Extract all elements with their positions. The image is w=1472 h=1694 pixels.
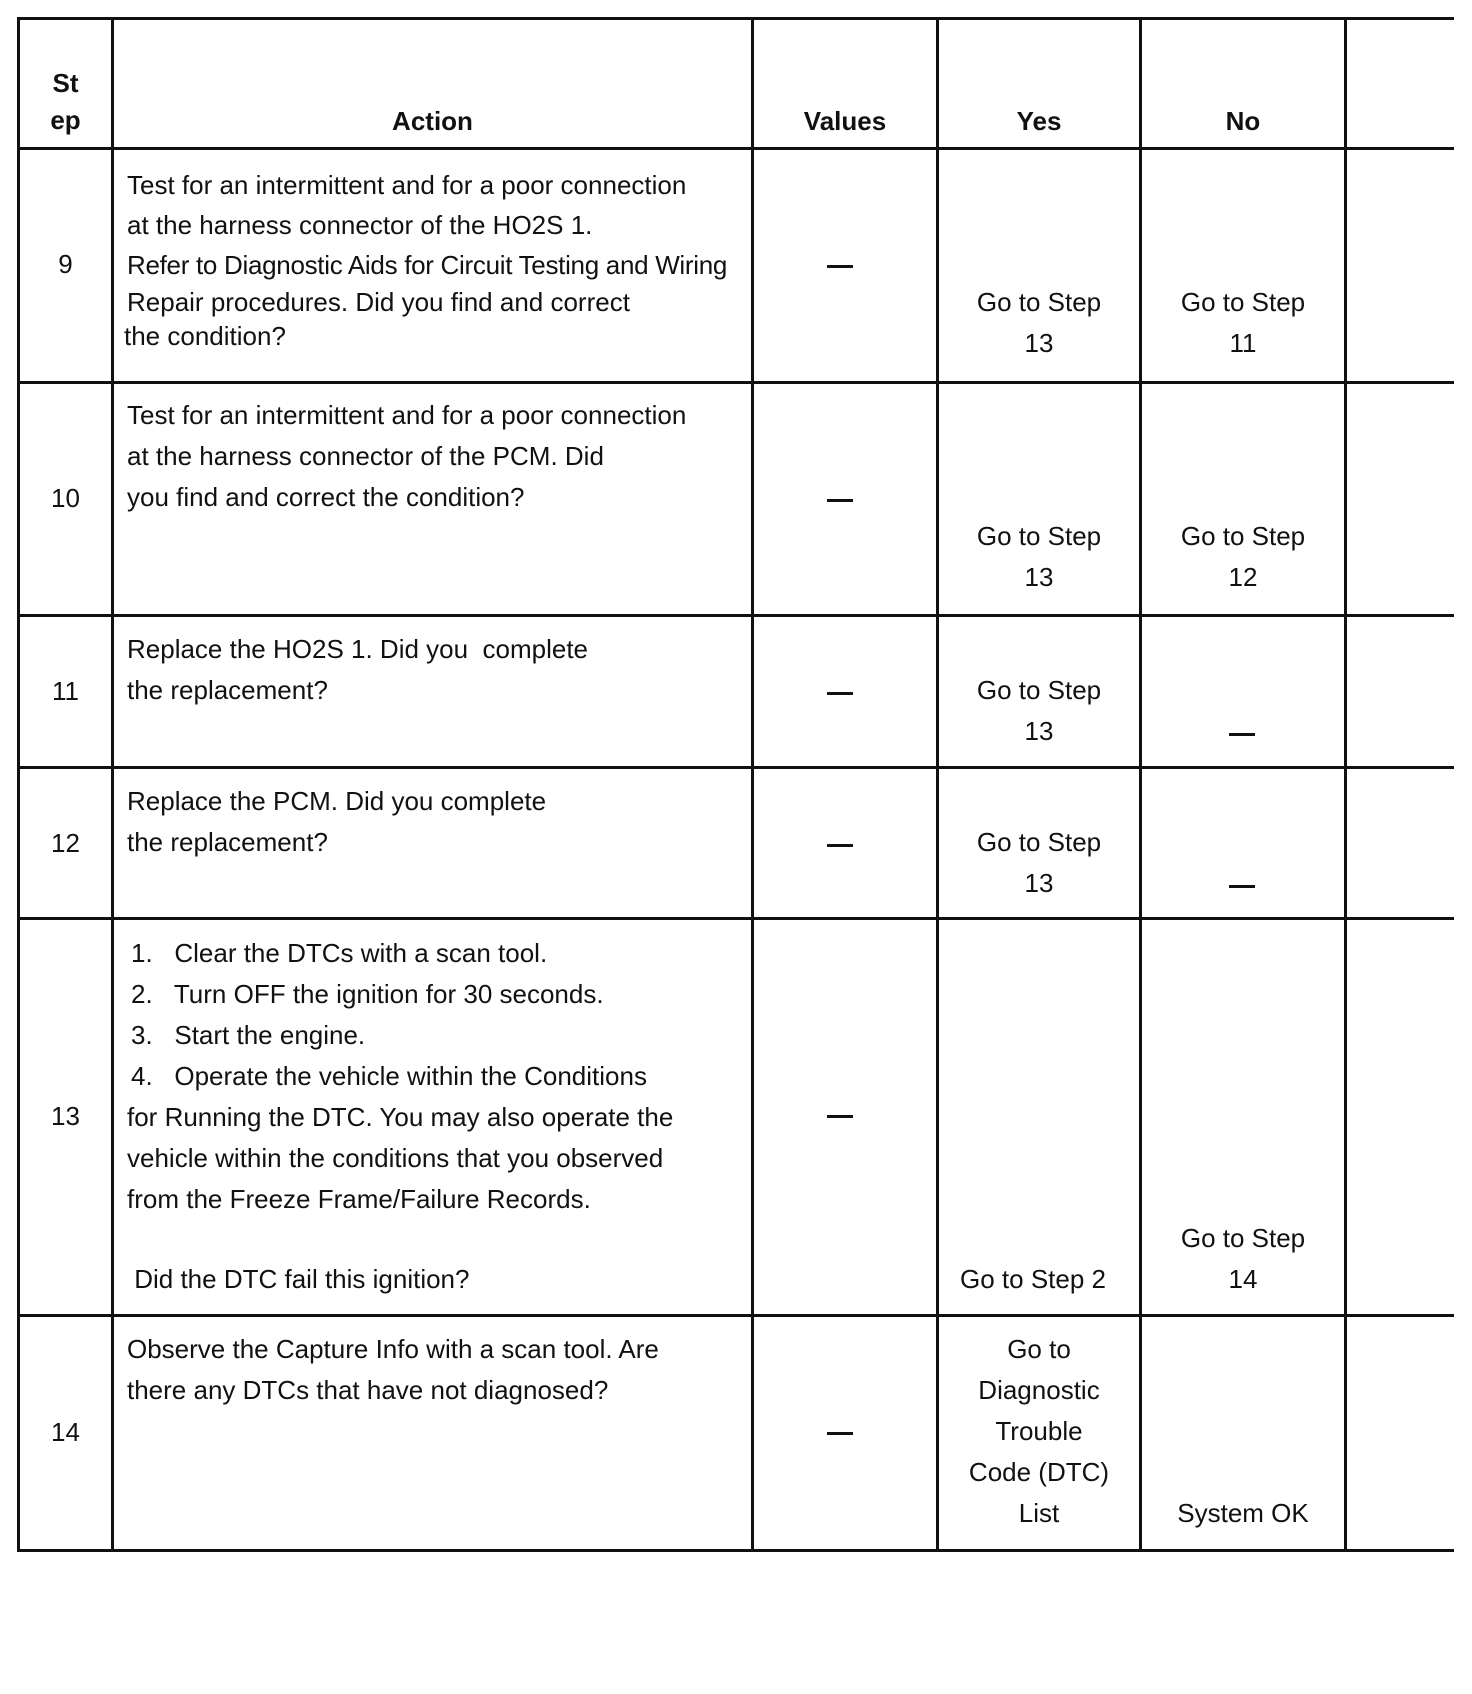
values-text — [827, 680, 853, 706]
step-number: 11 — [52, 676, 79, 706]
action-line: at the harness connector of the HO2S 1. — [127, 210, 593, 240]
no-cell — [1142, 282, 1344, 364]
action-line: 2. Turn OFF the ignition for 30 seconds. — [131, 979, 604, 1009]
table-border-right — [1344, 17, 1347, 1552]
row-divider — [17, 766, 1454, 769]
yes-line: Code (DTC) — [968, 1457, 1110, 1487]
no-line: Go to Step — [1180, 521, 1306, 551]
table-border-top — [17, 17, 1454, 20]
header-step-line1: St — [52, 68, 79, 98]
row-divider — [17, 1314, 1454, 1317]
values-text — [827, 832, 853, 858]
header-no: No — [1225, 106, 1261, 136]
action-line: Repair procedures. Did you find and correct — [127, 287, 630, 317]
no-line: System OK — [1177, 1498, 1309, 1528]
yes-cell — [939, 282, 1139, 364]
column-divider — [111, 17, 114, 1552]
column-divider — [1139, 17, 1142, 1552]
action-text — [127, 395, 747, 518]
values-text — [827, 1103, 853, 1129]
yes-cell — [939, 822, 1139, 904]
step-number: 13 — [51, 1101, 80, 1131]
no-cell — [1142, 516, 1344, 598]
values-text — [827, 253, 853, 279]
header-values: Values — [803, 106, 887, 136]
action-line: there any DTCs that have not diagnosed? — [127, 1375, 609, 1405]
action-text — [127, 781, 747, 863]
yes-line: Go to — [1007, 1334, 1071, 1364]
table-border-bottom — [17, 1549, 1454, 1552]
action-line: Did the DTC fail this ignition? — [127, 1264, 470, 1294]
no-line: 11 — [1229, 328, 1257, 358]
action-line: you find and correct the condition? — [127, 482, 525, 512]
action-line: Replace the HO2S 1. Did you complete — [127, 634, 589, 664]
step-number: 9 — [58, 249, 73, 279]
yes-line: 13 — [1024, 868, 1054, 898]
yes-cell — [939, 516, 1139, 598]
header-divider — [17, 147, 1454, 150]
no-dash-text — [1229, 720, 1255, 746]
header-action: Action — [392, 106, 473, 136]
yes-line: Trouble — [995, 1416, 1083, 1446]
action-line: at the harness connector of the PCM. Did — [127, 441, 604, 471]
no-line: 12 — [1228, 562, 1258, 592]
action-line: 4. Operate the vehicle within the Conditions — [131, 1061, 647, 1091]
action-line: Replace the PCM. Did you complete — [127, 786, 547, 816]
no-cell — [1142, 1493, 1344, 1534]
action-line: vehicle within the conditions that you observed — [127, 1143, 664, 1173]
yes-line: 13 — [1024, 716, 1054, 746]
step-number: 12 — [51, 828, 80, 858]
action-line: 1. Clear the DTCs with a scan tool. — [131, 938, 548, 968]
action-line: Test for an intermittent and for a poor connection — [127, 400, 687, 430]
yes-line: Go to Step — [976, 521, 1102, 551]
action-text — [127, 629, 747, 711]
yes-line: Go to Step — [976, 827, 1102, 857]
action-line: from the Freeze Frame/Failure Records. — [127, 1184, 591, 1214]
yes-cell — [939, 670, 1139, 752]
action-line: the replacement? — [127, 675, 328, 705]
action-line: Test for an intermittent and for a poor connection — [127, 170, 687, 200]
no-dash-text — [1229, 872, 1255, 898]
diagnostic-table — [17, 17, 1454, 1676]
yes-line: Go to Step 2 — [960, 1264, 1106, 1294]
row-divider — [17, 614, 1454, 617]
values-text — [827, 1420, 853, 1446]
yes-line: Diagnostic — [978, 1375, 1100, 1405]
header-step-line2: ep — [50, 105, 81, 135]
values-text — [827, 487, 853, 513]
action-line: the condition? — [124, 321, 286, 351]
yes-line: List — [1018, 1498, 1060, 1528]
no-cell — [1142, 1218, 1344, 1300]
action-line: Refer to Diagnostic Aids for Circuit Testing and Wiring — [127, 250, 728, 280]
yes-line: Go to Step — [976, 675, 1102, 705]
row-divider — [17, 917, 1454, 920]
action-text — [124, 165, 747, 353]
header-yes: Yes — [1016, 106, 1062, 136]
action-line: Observe the Capture Info with a scan tool. Are — [127, 1334, 659, 1364]
column-divider — [751, 17, 754, 1552]
action-line: the replacement? — [127, 827, 328, 857]
step-number: 10 — [51, 483, 80, 513]
column-divider — [936, 17, 939, 1552]
yes-cell — [939, 1259, 1139, 1300]
yes-cell — [939, 1329, 1139, 1534]
action-line: 3. Start the engine. — [131, 1020, 366, 1050]
row-divider — [17, 381, 1454, 384]
action-line: for Running the DTC. You may also operate the — [127, 1102, 674, 1132]
action-line — [127, 1220, 747, 1259]
no-line: Go to Step — [1180, 287, 1306, 317]
yes-line: 13 — [1024, 562, 1054, 592]
yes-line: Go to Step — [976, 287, 1102, 317]
no-line: 14 — [1228, 1264, 1258, 1294]
yes-line: 13 — [1024, 328, 1054, 358]
step-number: 14 — [51, 1417, 80, 1447]
action-text — [127, 1329, 747, 1411]
header-step — [20, 65, 111, 139]
no-line: Go to Step — [1180, 1223, 1306, 1253]
action-text — [127, 933, 747, 1300]
